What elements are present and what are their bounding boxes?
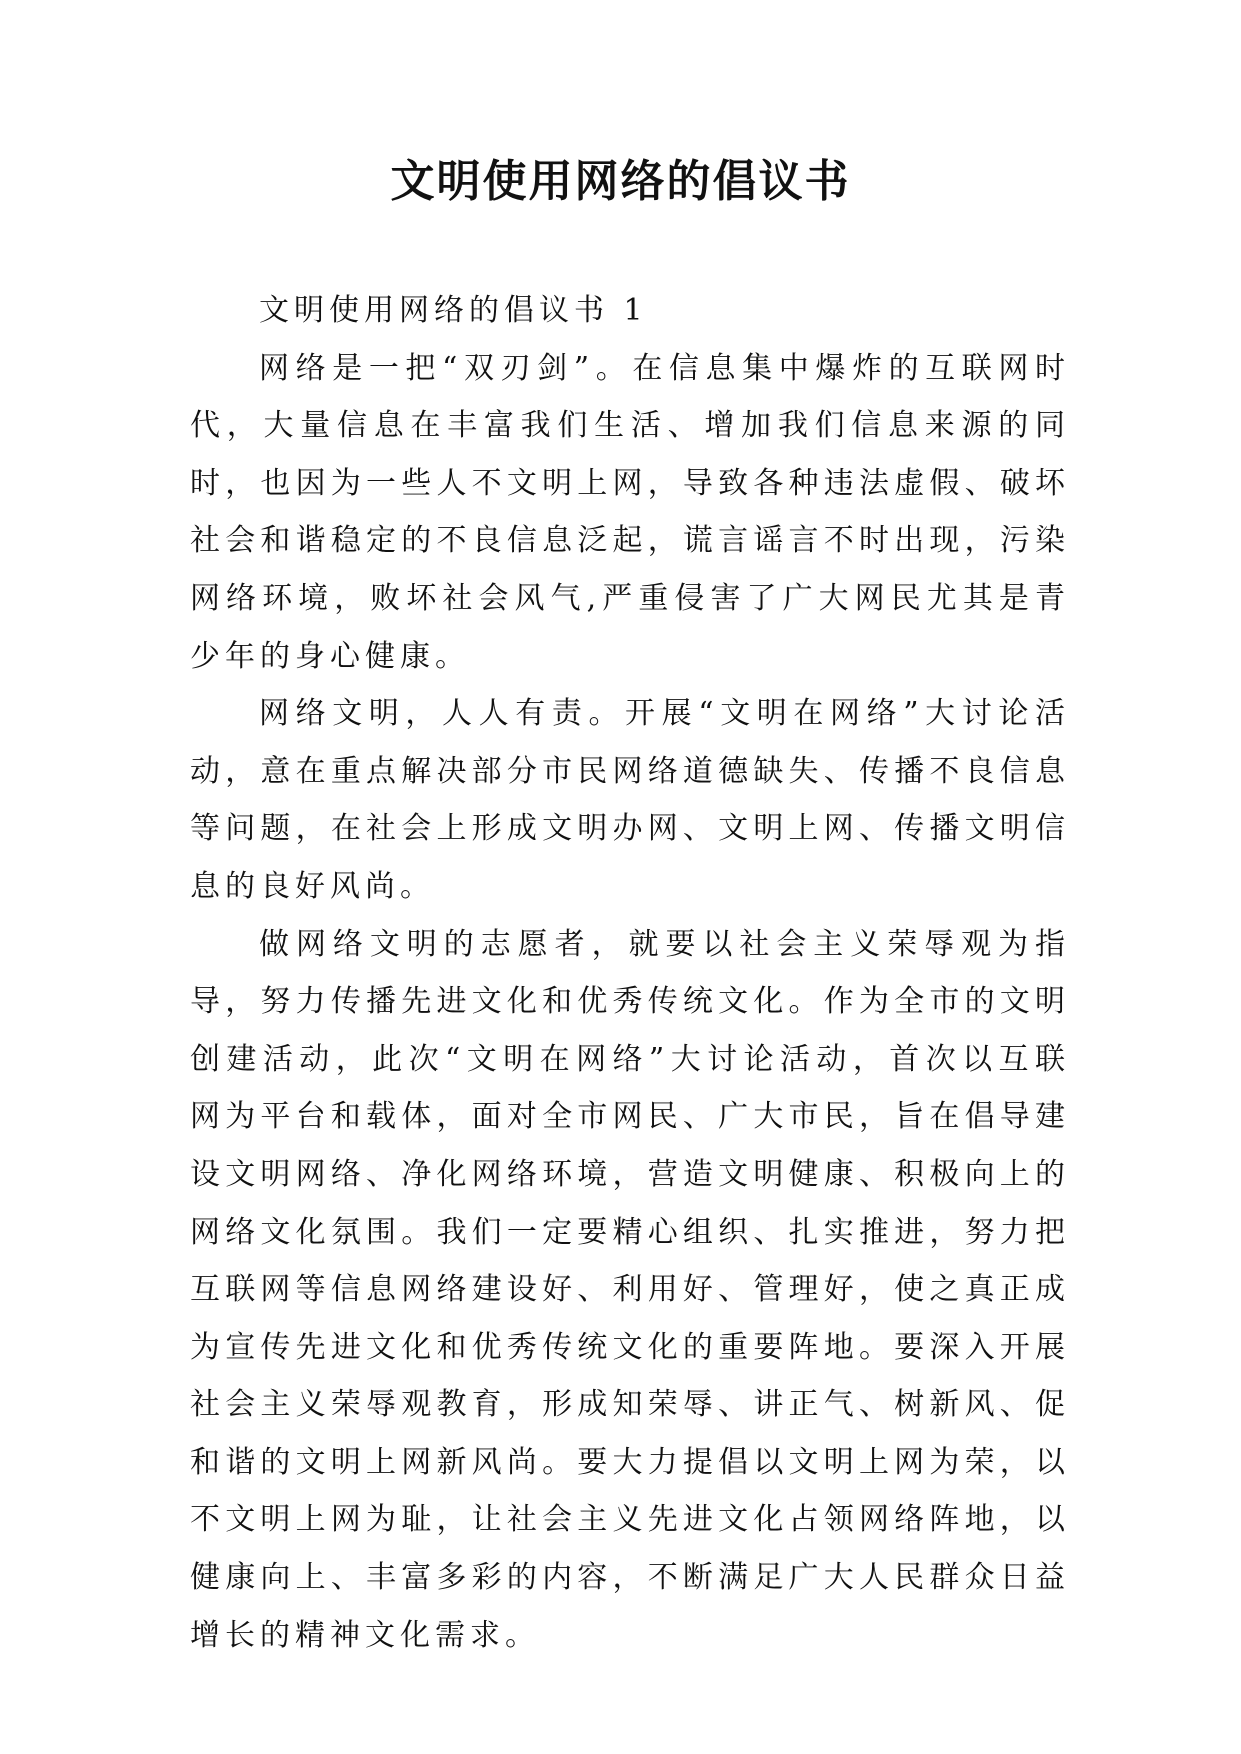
paragraph-1: 网络是一把“双刃剑”。在信息集中爆炸的互联网时代，大量信息在丰富我们生活、增加我们信息来源的同时，也因为一些人不文明上网，导致各种违法虚假、破坏社会和谐稳定的不良信息泛起，谎言谣言不时出现，污染网络环境，败坏社会风气,严重侵害了广大网民尤其是青少年的身心健康。 [190,350,1070,674]
document-body [190,282,1070,1664]
section-heading: 文明使用网络的倡议书 1 [259,293,648,328]
paragraph-3: 做网络文明的志愿者，就要以社会主义荣辱观为指导，努力传播先进文化和优秀传统文化。作为全市的文明创建活动，此次“文明在网络”大讨论活动，首次以互联网为平台和载体，面对全市网民、广大市民，旨在倡导建设文明网络、净化网络环境，营造文明健康、积极向上的网络文化氛围。我们一定要精心组织、扎实推进，努力把互联网等信息网络建设好、利用好、管理好，使之真正成为宣传先进文化和优秀传统文化的重要阵地。要深入开展社会主义荣辱观教育，形成知荣辱、讲正气、树新风、促和谐的文明上网新风尚。要大力提倡以文明上网为荣，以不文明上网为耻，让社会主义先进文化占领网络阵地，以健康向上、丰富多彩的内容，不断满足广大人民群众日益增长的精神文化需求。 [190,926,1070,1653]
paragraph-2: 网络文明，人人有责。开展“文明在网络”大讨论活动，意在重点解决部分市民网络道德缺失、传播不良信息等问题，在社会上形成文明办网、文明上网、传播文明信息的良好风尚。 [190,696,1070,904]
document-title: 文明使用网络的倡议书 [390,156,851,207]
